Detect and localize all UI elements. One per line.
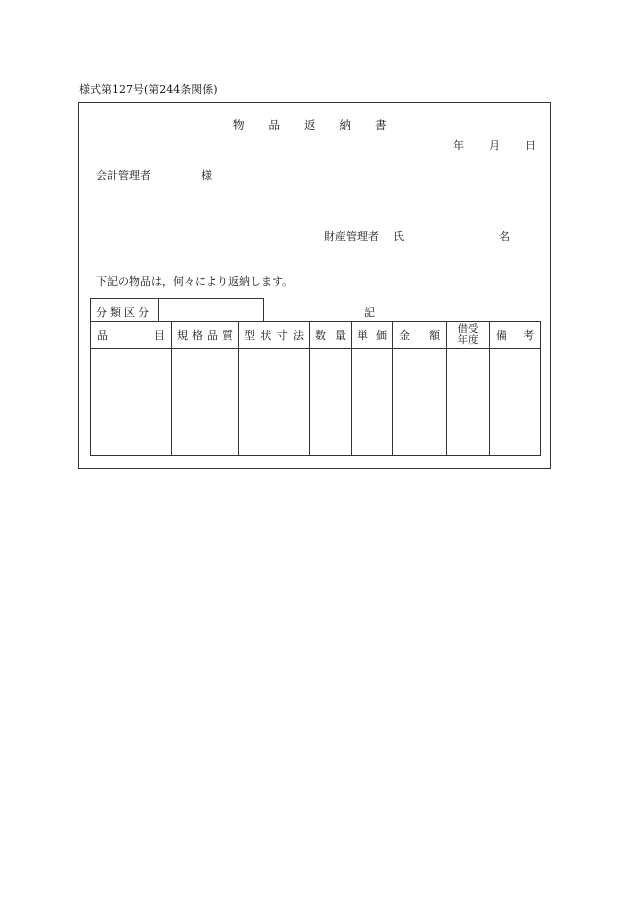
header-price: 単 価 xyxy=(352,322,393,349)
table-row xyxy=(91,349,541,456)
addressee-name: 会計管理者 xyxy=(96,169,151,182)
title-char: 納 xyxy=(339,118,351,132)
date-day: 日 xyxy=(525,139,536,152)
header-remarks: 備 考 xyxy=(490,322,541,349)
title-char: 返 xyxy=(304,118,316,132)
name-shi: 氏 xyxy=(393,230,404,243)
cell-amount[interactable] xyxy=(393,349,447,456)
header-qty: 数 量 xyxy=(310,322,352,349)
header-year: 借受 年度 xyxy=(447,322,490,349)
header-shape: 型 状 寸 法 xyxy=(239,322,310,349)
classification-label: 分類区分 xyxy=(96,306,152,319)
header-spec: 規 格 品 質 xyxy=(172,322,239,349)
items-table xyxy=(90,321,541,456)
cell-remarks[interactable] xyxy=(490,349,541,456)
property-manager-label: 財産管理者 xyxy=(324,230,379,243)
cell-qty[interactable] xyxy=(310,349,352,456)
header-item: 品 目 xyxy=(91,322,172,349)
cell-price[interactable] xyxy=(352,349,393,456)
classification-divider xyxy=(158,298,159,321)
title-char: 書 xyxy=(375,118,387,132)
addressee-honorific: 様 xyxy=(201,169,212,182)
cell-spec[interactable] xyxy=(172,349,239,456)
form-number-label: 様式第127号(第244条関係) xyxy=(79,83,218,96)
document-title xyxy=(233,117,387,133)
date-year: 年 xyxy=(453,139,464,152)
cell-item[interactable] xyxy=(91,349,172,456)
title-char: 物 xyxy=(233,118,245,132)
return-statement: 下記の物品は，何々により返納します。 xyxy=(96,275,294,288)
cell-year[interactable] xyxy=(447,349,490,456)
cell-shape[interactable] xyxy=(239,349,310,456)
date-month: 月 xyxy=(489,139,500,152)
name-mei: 名 xyxy=(499,230,510,243)
header-amount: 金 額 xyxy=(393,322,447,349)
date-line xyxy=(453,137,536,153)
title-char: 品 xyxy=(268,118,280,132)
ki-label: 記 xyxy=(364,306,375,319)
